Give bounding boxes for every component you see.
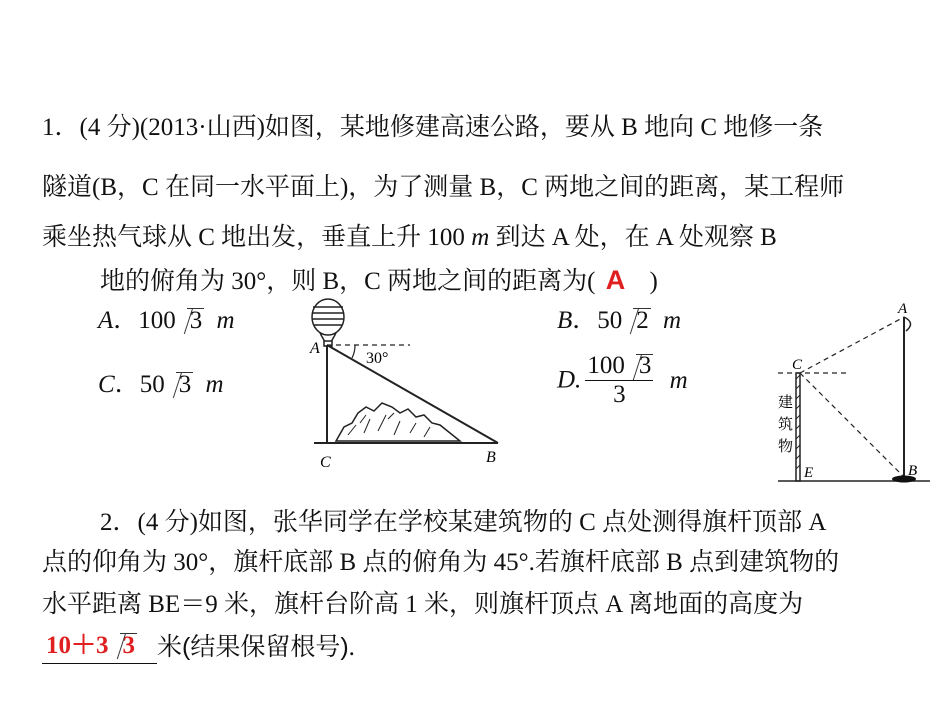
q2-line-3: 水平距离 BE＝9 米，旗杆台阶高 1 米，则旗杆顶点 A 离地面的高度为 bbox=[42, 591, 804, 618]
q2-answer-blank bbox=[42, 633, 157, 664]
q1-text-1: )如图，某地修建高速公路，要从 B 地向 C 地修一条 bbox=[256, 114, 824, 141]
q2-figure bbox=[770, 295, 940, 490]
angle-arc bbox=[352, 345, 355, 358]
q1-figure bbox=[300, 295, 510, 475]
sight-line-ca bbox=[800, 317, 904, 373]
q1-answer: A bbox=[605, 265, 626, 295]
sqrt-symbol: 3 bbox=[178, 306, 203, 336]
label-b: B bbox=[908, 463, 918, 479]
label-a: A bbox=[898, 301, 908, 317]
sight-line-cb bbox=[800, 373, 904, 477]
sqrt-symbol: 2 bbox=[624, 306, 649, 336]
building-label-3: 物 bbox=[778, 439, 794, 455]
label-a: A bbox=[310, 340, 320, 357]
q1-line-3: 乘坐热气球从 C 地出发，垂直上升 100 m 到达 A 处，在 A 处观察 B bbox=[42, 224, 777, 251]
q2-answer: 10＋3 3 bbox=[46, 632, 136, 659]
q2-line-2: 点的仰角为 30°，旗杆底部 B 点的俯角为 45°.若旗杆底部 B 点到建筑物的 bbox=[42, 549, 840, 576]
building-label-1: 建 bbox=[778, 395, 794, 411]
sqrt-symbol: 3 bbox=[167, 370, 192, 400]
option-a: A．100 3 m bbox=[98, 307, 235, 334]
q1-line-1 bbox=[42, 112, 823, 143]
mountain-icon bbox=[336, 403, 460, 441]
q1-line-2: 隧道(B，C 在同一水平面上)，为了测量 B，C 两地之间的距离，某工程师 bbox=[42, 173, 845, 201]
building-label-2: 筑 bbox=[778, 417, 794, 433]
hot-air-balloon-icon bbox=[312, 299, 344, 346]
label-c: C bbox=[792, 357, 803, 373]
q2-line-4: 10＋3 3 米(结果保留根号). bbox=[42, 632, 355, 664]
label-e: E bbox=[804, 465, 814, 481]
q2-line-1: 2．(4 分)如图，张华同学在学校某建筑物的 C 点处测得旗杆顶部 A bbox=[100, 509, 827, 536]
option-d-fraction: $\frac{100 3}{3}$ bbox=[587, 352, 652, 408]
q1-line-4: 地的俯角为 30°，则 B，C 两地之间的距离为( A ) bbox=[100, 265, 658, 295]
q1-number-and-score: 1．(4 分)(2013· bbox=[42, 114, 207, 141]
q1-source: 山西 bbox=[206, 113, 257, 141]
option-d: D. $\frac{100 3}{3}$ m bbox=[557, 352, 688, 408]
label-angle: 30° bbox=[366, 350, 389, 367]
label-c: C bbox=[320, 454, 331, 471]
option-c: C．50 3 m bbox=[98, 371, 224, 398]
option-b: B．50 2 m bbox=[557, 307, 682, 334]
label-b: B bbox=[486, 449, 496, 466]
